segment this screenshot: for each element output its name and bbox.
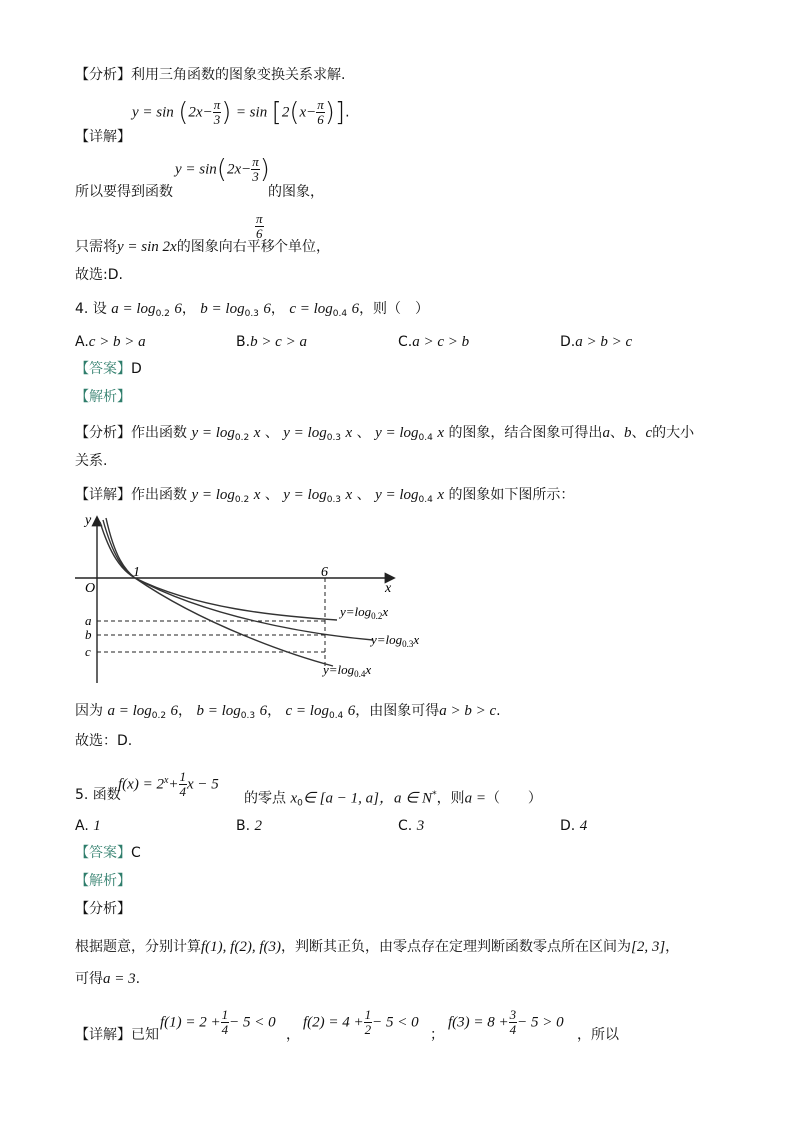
q5-so: ，所以: [577, 1027, 619, 1043]
q5-answer: 【答案】C: [75, 845, 141, 861]
tick-6: 6: [321, 565, 328, 580]
q4-fenxi: 【分析】作出函数 $y = \log_{0.2} x$ 、 $y = \log_{0.3} x$ 、 $y = \log_{0.4} x$ 的图象，结合图象可得出a、b、c的大小: [75, 425, 695, 443]
q4-option-a: A.c > b > a: [75, 334, 146, 350]
axis-y-label: y: [85, 513, 92, 528]
shift-post: 个单位，: [274, 239, 330, 255]
detail-equation: y = sin (2x− $\frac{\pi}{3}$ ) = sin [2(x− $\frac{\pi}{6}$ )].: [132, 97, 350, 128]
q5-stem-pre: 5. 函数: [75, 787, 121, 803]
q5-eq2: f(2) = 4 + $\frac{1}{2}$ − 5 < 0: [303, 1007, 419, 1037]
analysis-text: 利用三角函数的图象变换关系求解.: [131, 67, 346, 83]
fraction: $\frac{\pi}{6}$: [317, 97, 324, 127]
q5-fenxi-label: 【分析】: [75, 901, 131, 917]
shift-fraction: $\frac{\pi}{6}$: [256, 211, 263, 241]
q5-fenxi-line1: 根据题意，分别计算f(1), f(2), f(3)，判断其正负，由零点存在定理判断函数零点所在区间为[2, 3]，: [75, 939, 680, 955]
curve-label-0.2: $y=\log_{0.2}x$: [340, 604, 389, 621]
q4-option-c: C.a > c > b: [398, 334, 470, 350]
q5-stem-zero: 的零点 $x_0\in$ [a − 1, a]，a ∈ N*，则a =（ ）: [244, 790, 542, 809]
q5-eq3: f(3) = 8 + $\frac{3}{4}$ − 5 > 0: [448, 1007, 564, 1037]
q4-because: 因为 $a = \log_{0.2} 6$， $b = \log_{0.3} 6$， $c = \log_{0.4} 6$，由图象可得a > b > c.: [75, 703, 501, 721]
q5-semicolon: ；: [430, 1027, 444, 1043]
target-text-post: 的图象，: [268, 184, 324, 200]
q5-option-a: A. 1: [75, 818, 101, 834]
q5-option-b: B. 2: [236, 818, 263, 834]
q5-option-d: D. 4: [560, 818, 588, 834]
q5-eq1: f(1) = 2 + $\frac{1}{4}$ − 5 < 0: [160, 1007, 276, 1037]
choose-line: 故选:D.: [75, 267, 123, 283]
y-label-a: a: [85, 613, 92, 628]
q5-comma1: ，: [286, 1027, 300, 1043]
q5-option-c: C. 3: [398, 818, 425, 834]
q5-analysis-label: 【解析】: [75, 873, 131, 889]
shift-line: 只需将y = sin 2x的图象向右平移: [75, 239, 275, 255]
fraction: $\frac{\pi}{3}$: [213, 97, 221, 127]
axis-x-label: x: [385, 581, 392, 596]
curve-log-0.4: [100, 522, 333, 666]
q4-stem: 4. 设 $a = \log_{0.2} 6$， $b = \log_{0.3} 6$， $c = \log_{0.4} 6$，则（ ）: [75, 301, 430, 319]
curve-log-0.3: [103, 520, 373, 640]
q5-xiangjie-label: 【详解】已知: [75, 1027, 159, 1043]
origin-label: O: [85, 581, 96, 596]
q4-answer: 【答案】D: [75, 361, 142, 377]
detail-label: 【详解】: [75, 129, 131, 145]
log-graph: [75, 508, 445, 688]
q4-fenxi-line2: 关系.: [75, 453, 108, 469]
tick-1: 1: [133, 565, 140, 580]
curve-log-0.2: [106, 518, 337, 620]
target-text-pre: 所以要得到函数: [75, 184, 173, 200]
q5-function: $f(x) = 2^x+$ $\frac{1}{4}$ x − 5: [118, 769, 219, 799]
q4-option-b: B.b > c > a: [236, 334, 307, 350]
q4-choose: 故选：D.: [75, 733, 133, 749]
curve-label-0.3: $y=\log_{0.3}x$: [371, 632, 420, 649]
q5-fenxi-line2: 可得a = 3.: [75, 971, 141, 987]
q4-analysis-label: 【解析】: [75, 389, 131, 405]
q4-option-d: D.a > b > c: [560, 334, 633, 350]
analysis-line: [75, 66, 345, 84]
y-label-b: b: [85, 627, 92, 642]
q4-xiangjie: 【详解】作出函数 $y = \log_{0.2} x$ 、 $y = \log_{0.3} x$ 、 $y = \log_{0.4} x$ 的图象如下图所示：: [75, 487, 575, 505]
section-label: 【分析】: [75, 67, 131, 83]
curve-label-0.4: $y=\log_{0.4}x$: [323, 662, 372, 679]
y-label-c: c: [85, 644, 91, 659]
target-function: y = sin(2x− $\frac{\pi}{3}$ ): [175, 154, 270, 185]
